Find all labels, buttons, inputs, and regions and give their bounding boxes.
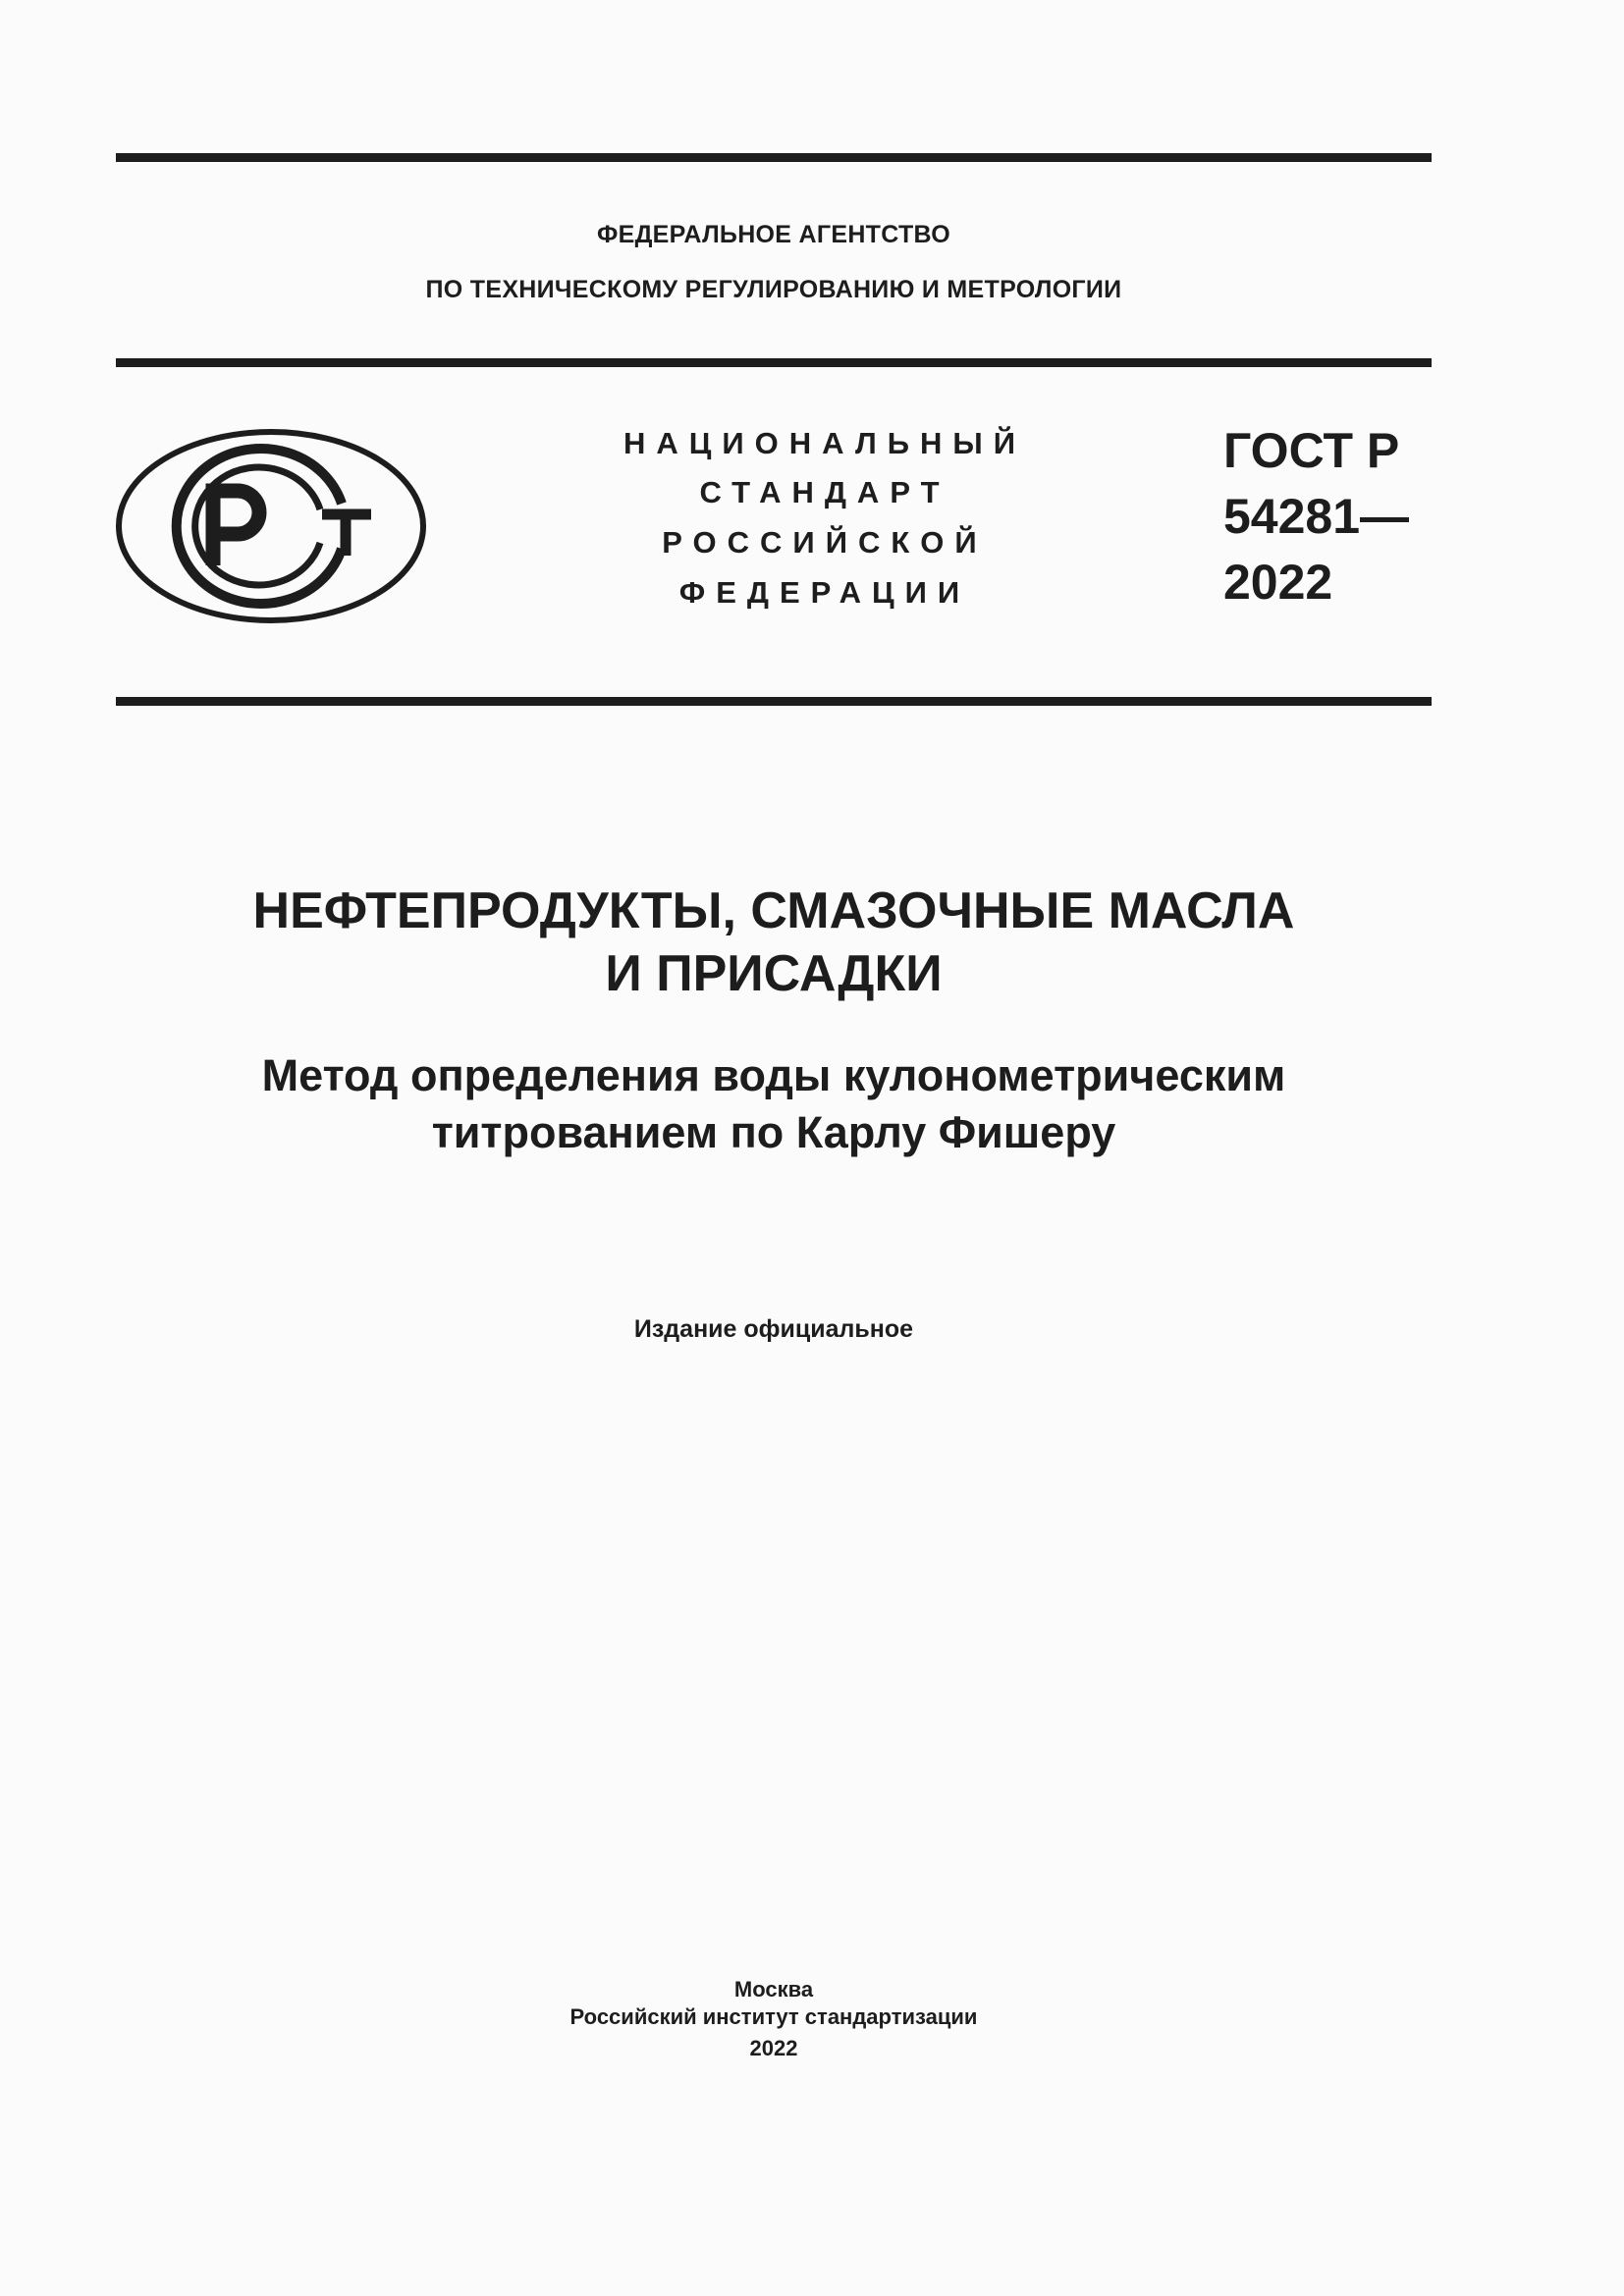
imprint-year: 2022: [749, 2036, 798, 2060]
header-bottom-rule: [116, 697, 1432, 706]
edition-label: Издание официальное: [633, 1315, 914, 1343]
designation-line-2: 54281—: [1223, 489, 1410, 544]
document-title-line-2: И ПРИСАДКИ: [605, 945, 943, 1002]
designation-line-3: 2022: [1223, 555, 1333, 610]
header-rule: [116, 358, 1432, 367]
standard-type-line-3: РОССИЙСКОЙ: [662, 525, 988, 560]
document-title-line-1: НЕФТЕПРОДУКТЫ, СМАЗОЧНЫЕ МАСЛА: [252, 882, 1295, 939]
document-subtitle-line-2: титрованием по Карлу Фишеру: [431, 1107, 1116, 1157]
imprint-city: Москва: [733, 1977, 814, 2002]
agency-name-line-2: ПО ТЕХНИЧЕСКОМУ РЕГУЛИРОВАНИЮ И МЕТРОЛОГИИ: [425, 276, 1122, 303]
standard-type-line-4: ФЕДЕРАЦИИ: [678, 575, 971, 610]
rst-certification-mark-icon: [114, 428, 428, 624]
agency-name-line-1: ФЕДЕРАЛЬНОЕ АГЕНТСТВО: [596, 221, 951, 248]
top-rule: [116, 153, 1432, 162]
standard-type-line-2: СТАНДАРТ: [699, 475, 950, 509]
imprint-publisher: Российский институт стандартизации: [569, 2004, 978, 2029]
document-subtitle-line-1: Метод определения воды кулонометрическим: [261, 1050, 1286, 1100]
standard-type-line-1: НАЦИОНАЛЬНЫЙ: [623, 426, 1027, 460]
designation-line-1: ГОСТ Р: [1223, 423, 1400, 478]
